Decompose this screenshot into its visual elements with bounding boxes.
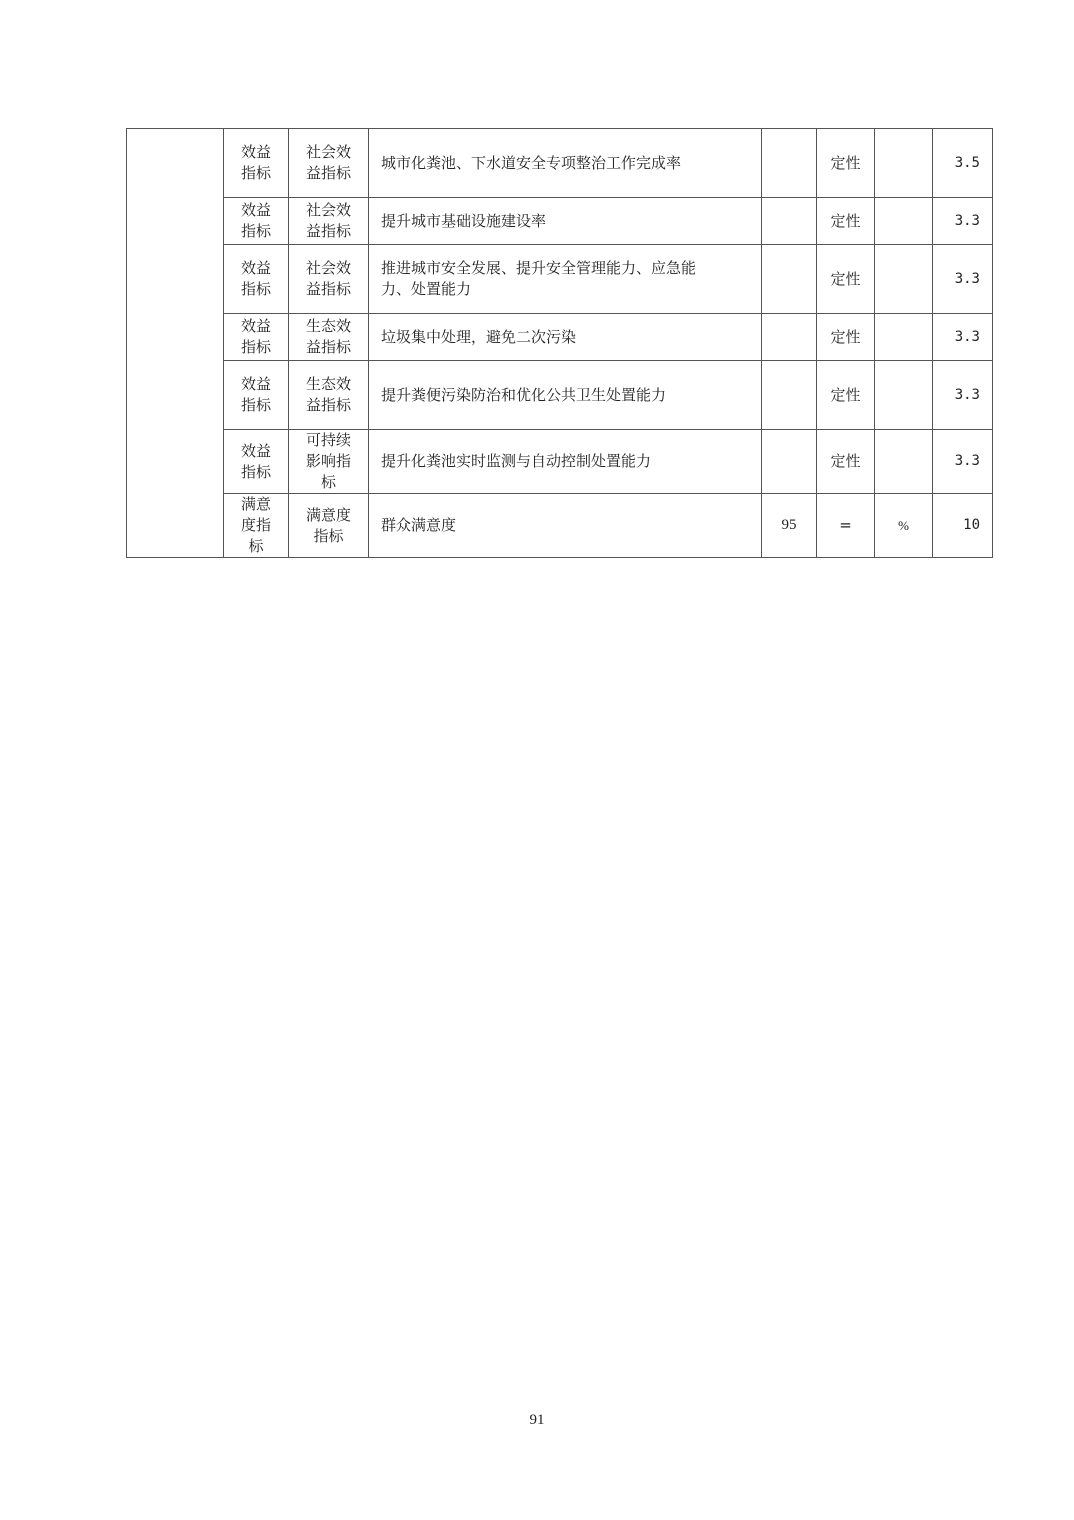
table-row [127,245,993,314]
level1-indicator-cell: 效益 指标 [224,129,289,198]
table-row [127,314,993,361]
target-value-cell [762,430,817,494]
level2-indicator-cell: 生态效 益指标 [289,314,369,361]
table-row [127,361,993,430]
level1-indicator-cell: 效益 指标 [224,198,289,245]
unit-cell [875,245,933,314]
unit-cell [875,129,933,198]
score-cell: 3.3 [933,361,993,430]
level1-indicator-cell: 效益 指标 [224,314,289,361]
operator-cell: 定性 [817,314,875,361]
table-row [127,129,993,198]
indicator-name-cell: 群众满意度 [369,494,762,558]
score-cell: 3.3 [933,314,993,361]
merged-category-cell [127,129,224,558]
indicator-name-cell: 提升城市基础设施建设率 [369,198,762,245]
level1-indicator-cell: 效益 指标 [224,430,289,494]
level1-indicator-cell: 效益 指标 [224,245,289,314]
level2-indicator-cell: 社会效 益指标 [289,198,369,245]
score-cell: 3.5 [933,129,993,198]
level2-indicator-cell: 生态效 益指标 [289,361,369,430]
level2-indicator-cell: 社会效 益指标 [289,245,369,314]
indicator-name-cell: 提升化粪池实时监测与自动控制处置能力 [369,430,762,494]
score-cell: 10 [933,494,993,558]
unit-cell [875,314,933,361]
indicator-name-cell: 垃圾集中处理，避免二次污染 [369,314,762,361]
target-value-cell [762,198,817,245]
score-cell: 3.3 [933,245,993,314]
target-value-cell [762,361,817,430]
indicator-name-cell: 城市化粪池、下水道安全专项整治工作完成率 [369,129,762,198]
target-value-cell [762,314,817,361]
operator-cell: 定性 [817,198,875,245]
table-row [127,494,993,558]
unit-cell [875,198,933,245]
operator-cell: 定性 [817,129,875,198]
table-row [127,430,993,494]
target-value-cell: 95 [762,494,817,558]
level1-indicator-cell: 效益 指标 [224,361,289,430]
level1-indicator-cell: 满意 度指 标 [224,494,289,558]
unit-cell [875,361,933,430]
operator-cell: 定性 [817,245,875,314]
page-number: 91 [529,1412,545,1428]
score-cell: 3.3 [933,430,993,494]
level2-indicator-cell: 满意度 指标 [289,494,369,558]
level2-indicator-cell: 可持续 影响指 标 [289,430,369,494]
target-value-cell [762,245,817,314]
operator-cell: 定性 [817,430,875,494]
performance-indicator-table [126,128,993,558]
indicator-name-cell: 推进城市安全发展、提升安全管理能力、应急能 力、处置能力 [369,245,762,314]
indicator-name-cell: 提升粪便污染防治和优化公共卫生处置能力 [369,361,762,430]
level2-indicator-cell: 社会效 益指标 [289,129,369,198]
target-value-cell [762,129,817,198]
score-cell: 3.3 [933,198,993,245]
operator-cell: = [817,494,875,558]
table-row [127,198,993,245]
unit-cell: % [875,494,933,558]
unit-cell [875,430,933,494]
operator-cell: 定性 [817,361,875,430]
